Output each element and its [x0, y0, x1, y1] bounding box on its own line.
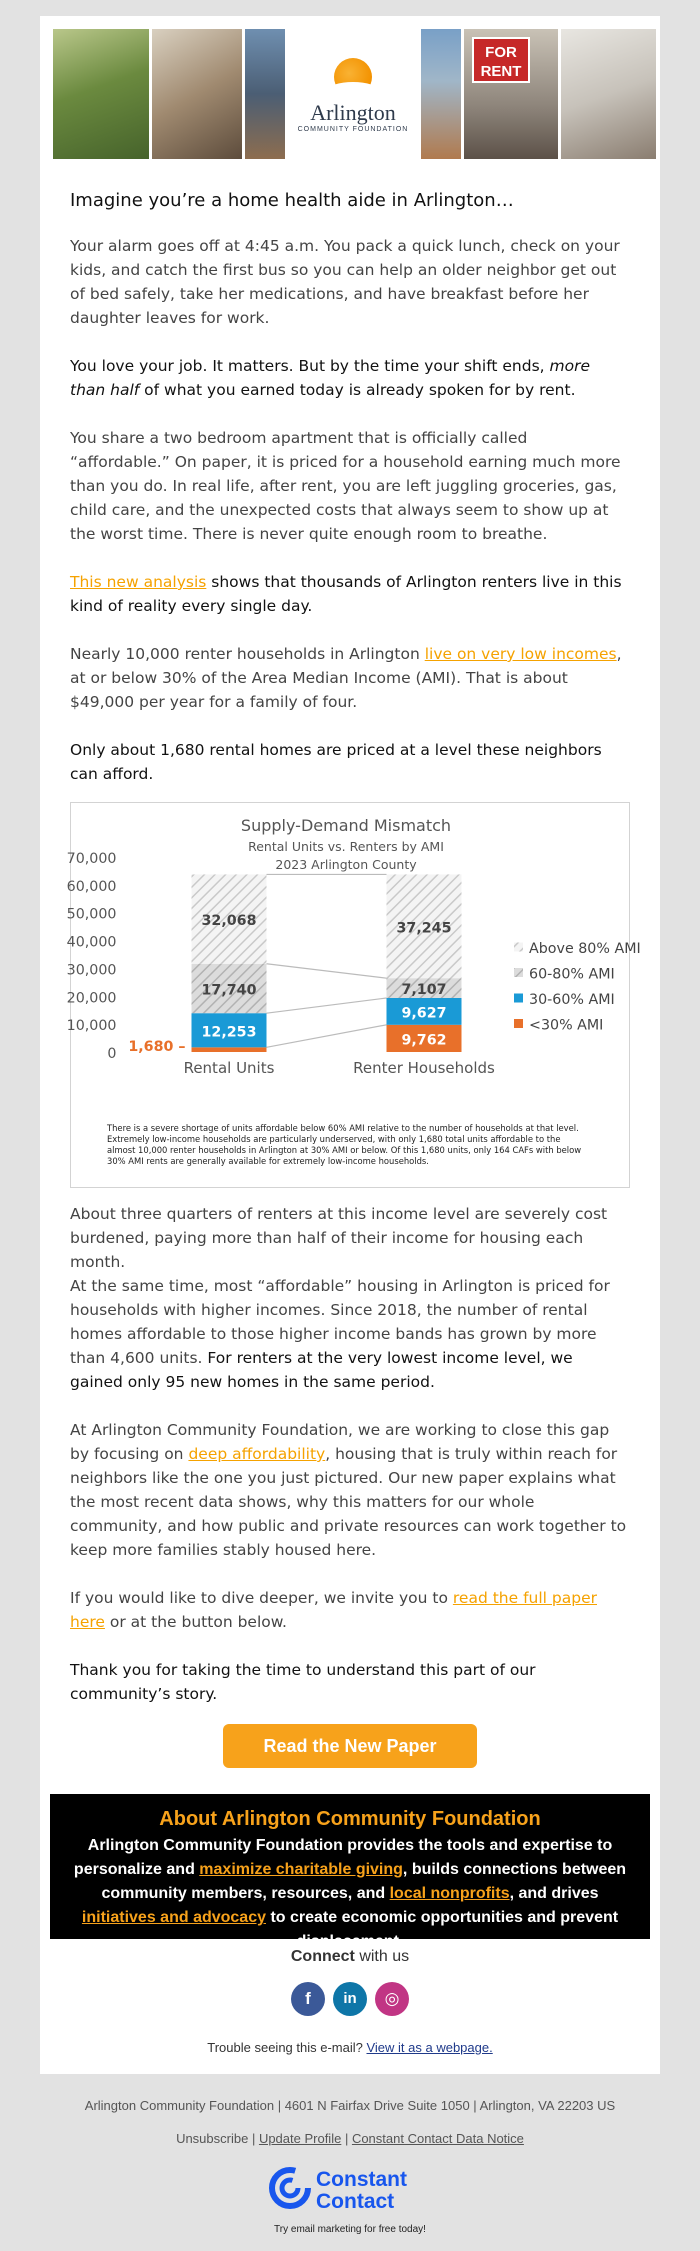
very-low-incomes-link[interactable]: live on very low incomes [424, 645, 617, 663]
footer-address: Arlington Community Foundation | 4601 N Fairfax Drive Suite 1050 | Arlington, VA 22203 US [84, 2098, 616, 2113]
connector-line [267, 1025, 387, 1048]
paragraph-affordable: You share a two bedroom apartment that is officially called “affordable.” On paper, it is priced for a household earning much more than you do. In real life, after rent, you are left juggling groceries, gas, child care, and the unexpected costs that always seem to show up at the worst time. There is never quite enough room to breathe. [70, 429, 621, 543]
chart-subtitle: Rental Units vs. Renters by AMI [248, 839, 444, 854]
maximize-giving-link[interactable]: maximize charitable giving [199, 1861, 403, 1878]
bar-value-label: 17,740 [201, 982, 257, 999]
paragraph-analysis: This new analysis shows that thousands of Arlington renters live in this kind of reality every single day. [70, 573, 622, 615]
y-tick-label: 10,000 [66, 1018, 117, 1035]
email-heading: Imagine you’re a home health aide in Arlington… [70, 190, 514, 211]
chart-subtitle-year: 2023 Arlington County [275, 857, 417, 872]
bar-value-label-outside: 1,680 – [128, 1039, 186, 1056]
y-tick-label: 0 [107, 1046, 117, 1062]
view-as-webpage-link[interactable]: View it as a webpage. [366, 2040, 493, 2055]
connector-line [267, 964, 387, 978]
y-tick-label: 20,000 [66, 990, 117, 1007]
constant-contact-icon [268, 2164, 438, 2220]
legend-swatch [514, 1019, 523, 1028]
hero-banner [53, 29, 647, 159]
photo-walking-family [53, 29, 149, 159]
supply-demand-chart [66, 802, 641, 1188]
legend-label: 30-60% AMI [529, 992, 615, 1008]
paragraph-rental-homes: Only about 1,680 rental homes are priced at a level these neighbors can afford. [70, 741, 602, 783]
about-title: About Arlington Community Foundation [159, 1808, 541, 1830]
photo-for-rent [464, 29, 558, 159]
chart-title: Supply-Demand Mismatch [240, 816, 452, 835]
new-analysis-link[interactable]: This new analysis [70, 573, 207, 591]
data-notice-link[interactable]: Constant Contact Data Notice [351, 2131, 524, 2146]
legend-swatch [514, 968, 523, 977]
cc-name-2: Contact [316, 2190, 395, 2213]
y-tick-label: 60,000 [66, 878, 117, 895]
paragraph-thank-you: Thank you for taking the time to understand this part of our community’s story. [70, 1661, 536, 1703]
legend-label: Above 80% AMI [529, 941, 641, 957]
update-profile-link[interactable]: Update Profile [258, 2131, 342, 2146]
legend-swatch [514, 994, 523, 1003]
y-tick-label: 70,000 [66, 851, 117, 867]
constant-contact-logo[interactable] [268, 2164, 438, 2235]
legend-label: <30% AMI [529, 1017, 604, 1034]
paragraph-renters: Nearly 10,000 renter households in Arlington live on very low incomes, at or below 30% of the Area Median Income (AMI). That is about $49,000 per year for a family of four. [70, 645, 622, 711]
facebook-icon[interactable]: f [291, 1982, 325, 2016]
chart-note-wrapper [107, 1123, 587, 1183]
x-category-label: Renter Households [353, 1059, 495, 1077]
email-card [40, 16, 660, 2074]
connect-label: Connect with us [290, 1948, 410, 1965]
x-category-label: Rental Units [183, 1059, 275, 1077]
logo-subtitle: COMMUNITY FOUNDATION [297, 125, 409, 133]
trouble-viewing: Trouble seeing this e-mail? View it as a webpage. [207, 2040, 493, 2055]
logo [288, 29, 418, 159]
bar-value-label: 37,245 [396, 920, 452, 937]
footer-links: Unsubscribe | Update Profile | Constant Contact Data Notice [176, 2131, 524, 2146]
photo-caregiver [152, 29, 242, 159]
unsubscribe-link[interactable]: Unsubscribe [176, 2131, 249, 2146]
paragraph-cost-burdened: About three quarters of renters at this income level are severely cost burdened, paying more than half of their income for housing each month. [70, 1205, 608, 1271]
paragraph-higher-incomes: At the same time, most “affordable” housing in Arlington is priced for households with higher incomes. Since 2018, the number of rental homes affordable to those higher income bands has grown by more than 4,600 units. For renters at the very lowest income level, we gained only 95 new homes in the same period. [70, 1277, 610, 1391]
about-description: Arlington Community Foundation provides the tools and expertise to personalize and maximize charitable giving, builds connections between community members, resources, and local nonprofits, and drives initiatives and advocacy to create economic opportunities and prevent displacement. [73, 1837, 627, 1950]
local-nonprofits-link[interactable]: local nonprofits [389, 1885, 510, 1902]
about-section [50, 1794, 650, 1950]
social-links [40, 1982, 660, 2016]
paragraph-foundation: At Arlington Community Foundation, we are working to close this gap by focusing on deep affordability, housing that is truly within reach for neighbors like the one you just pictured. Our new paper explains what the most recent data shows, why this matters for our whole community, and how public and private resources can work together to keep more families stably housed here. [70, 1421, 627, 1559]
y-tick-label: 50,000 [66, 906, 117, 923]
y-tick-label: 30,000 [66, 962, 117, 979]
cc-tagline: Try email marketing for free today! [274, 2224, 426, 2235]
legend-swatch [514, 943, 523, 952]
bar-value-label: 7,107 [401, 982, 447, 999]
y-tick-label: 40,000 [66, 934, 117, 951]
for-rent-sign: FOR RENT [472, 37, 530, 83]
bar-value-label: 9,627 [401, 1005, 447, 1022]
bar-value-label: 32,068 [201, 913, 257, 930]
sun-logo-icon [328, 56, 378, 98]
deep-affordability-link[interactable]: deep affordability [188, 1445, 326, 1463]
linkedin-icon[interactable]: in [333, 1982, 367, 2016]
paragraph-alarm: Your alarm goes off at 4:45 a.m. You pack a quick lunch, check on your kids, and catch the first bus so you can help an older neighbor get out of bed safely, take her medications, and have breakfast before her daughter leaves for work. [70, 237, 620, 327]
cc-name-1: Constant [316, 2168, 407, 2191]
paragraph-dive-deeper: If you would like to dive deeper, we invite you to read the full paper here or at the button below. [70, 1589, 597, 1631]
bar-value-label: 9,762 [401, 1032, 447, 1049]
chart-note: There is a severe shortage of units affordable below 60% AMI relative to the number of households at that level. Extremely low-income households are particularly underserved, with only 1,680 total units affordable to the almost 10,000 renter households in Arlington at 30% AMI or below. Of this 1,680 units, only 164 CAFs with below 30% AMI rents are generally available for extremely low-income households. [107, 1123, 582, 1166]
photo-tower [421, 29, 461, 159]
chart-svg [66, 803, 641, 1187]
connector-line [267, 998, 387, 1013]
initiatives-advocacy-link[interactable]: initiatives and advocacy [81, 1909, 266, 1926]
read-new-paper-button[interactable]: Read the New Paper [223, 1724, 477, 1768]
bar-value-label: 12,253 [201, 1024, 257, 1041]
paragraph-love-job: You love your job. It matters. But by the time your shift ends, more than half of what you earned today is already spoken for by rent. [70, 357, 591, 399]
bar-segment [192, 1047, 267, 1052]
legend-label: 60-80% AMI [529, 966, 615, 983]
photo-family-home [561, 29, 656, 159]
logo-name: Arlington [310, 99, 396, 125]
photo-building [245, 29, 285, 159]
instagram-icon[interactable]: ◎ [375, 1982, 409, 2016]
read-full-paper-link[interactable]: read the full paper here [70, 1589, 597, 1631]
